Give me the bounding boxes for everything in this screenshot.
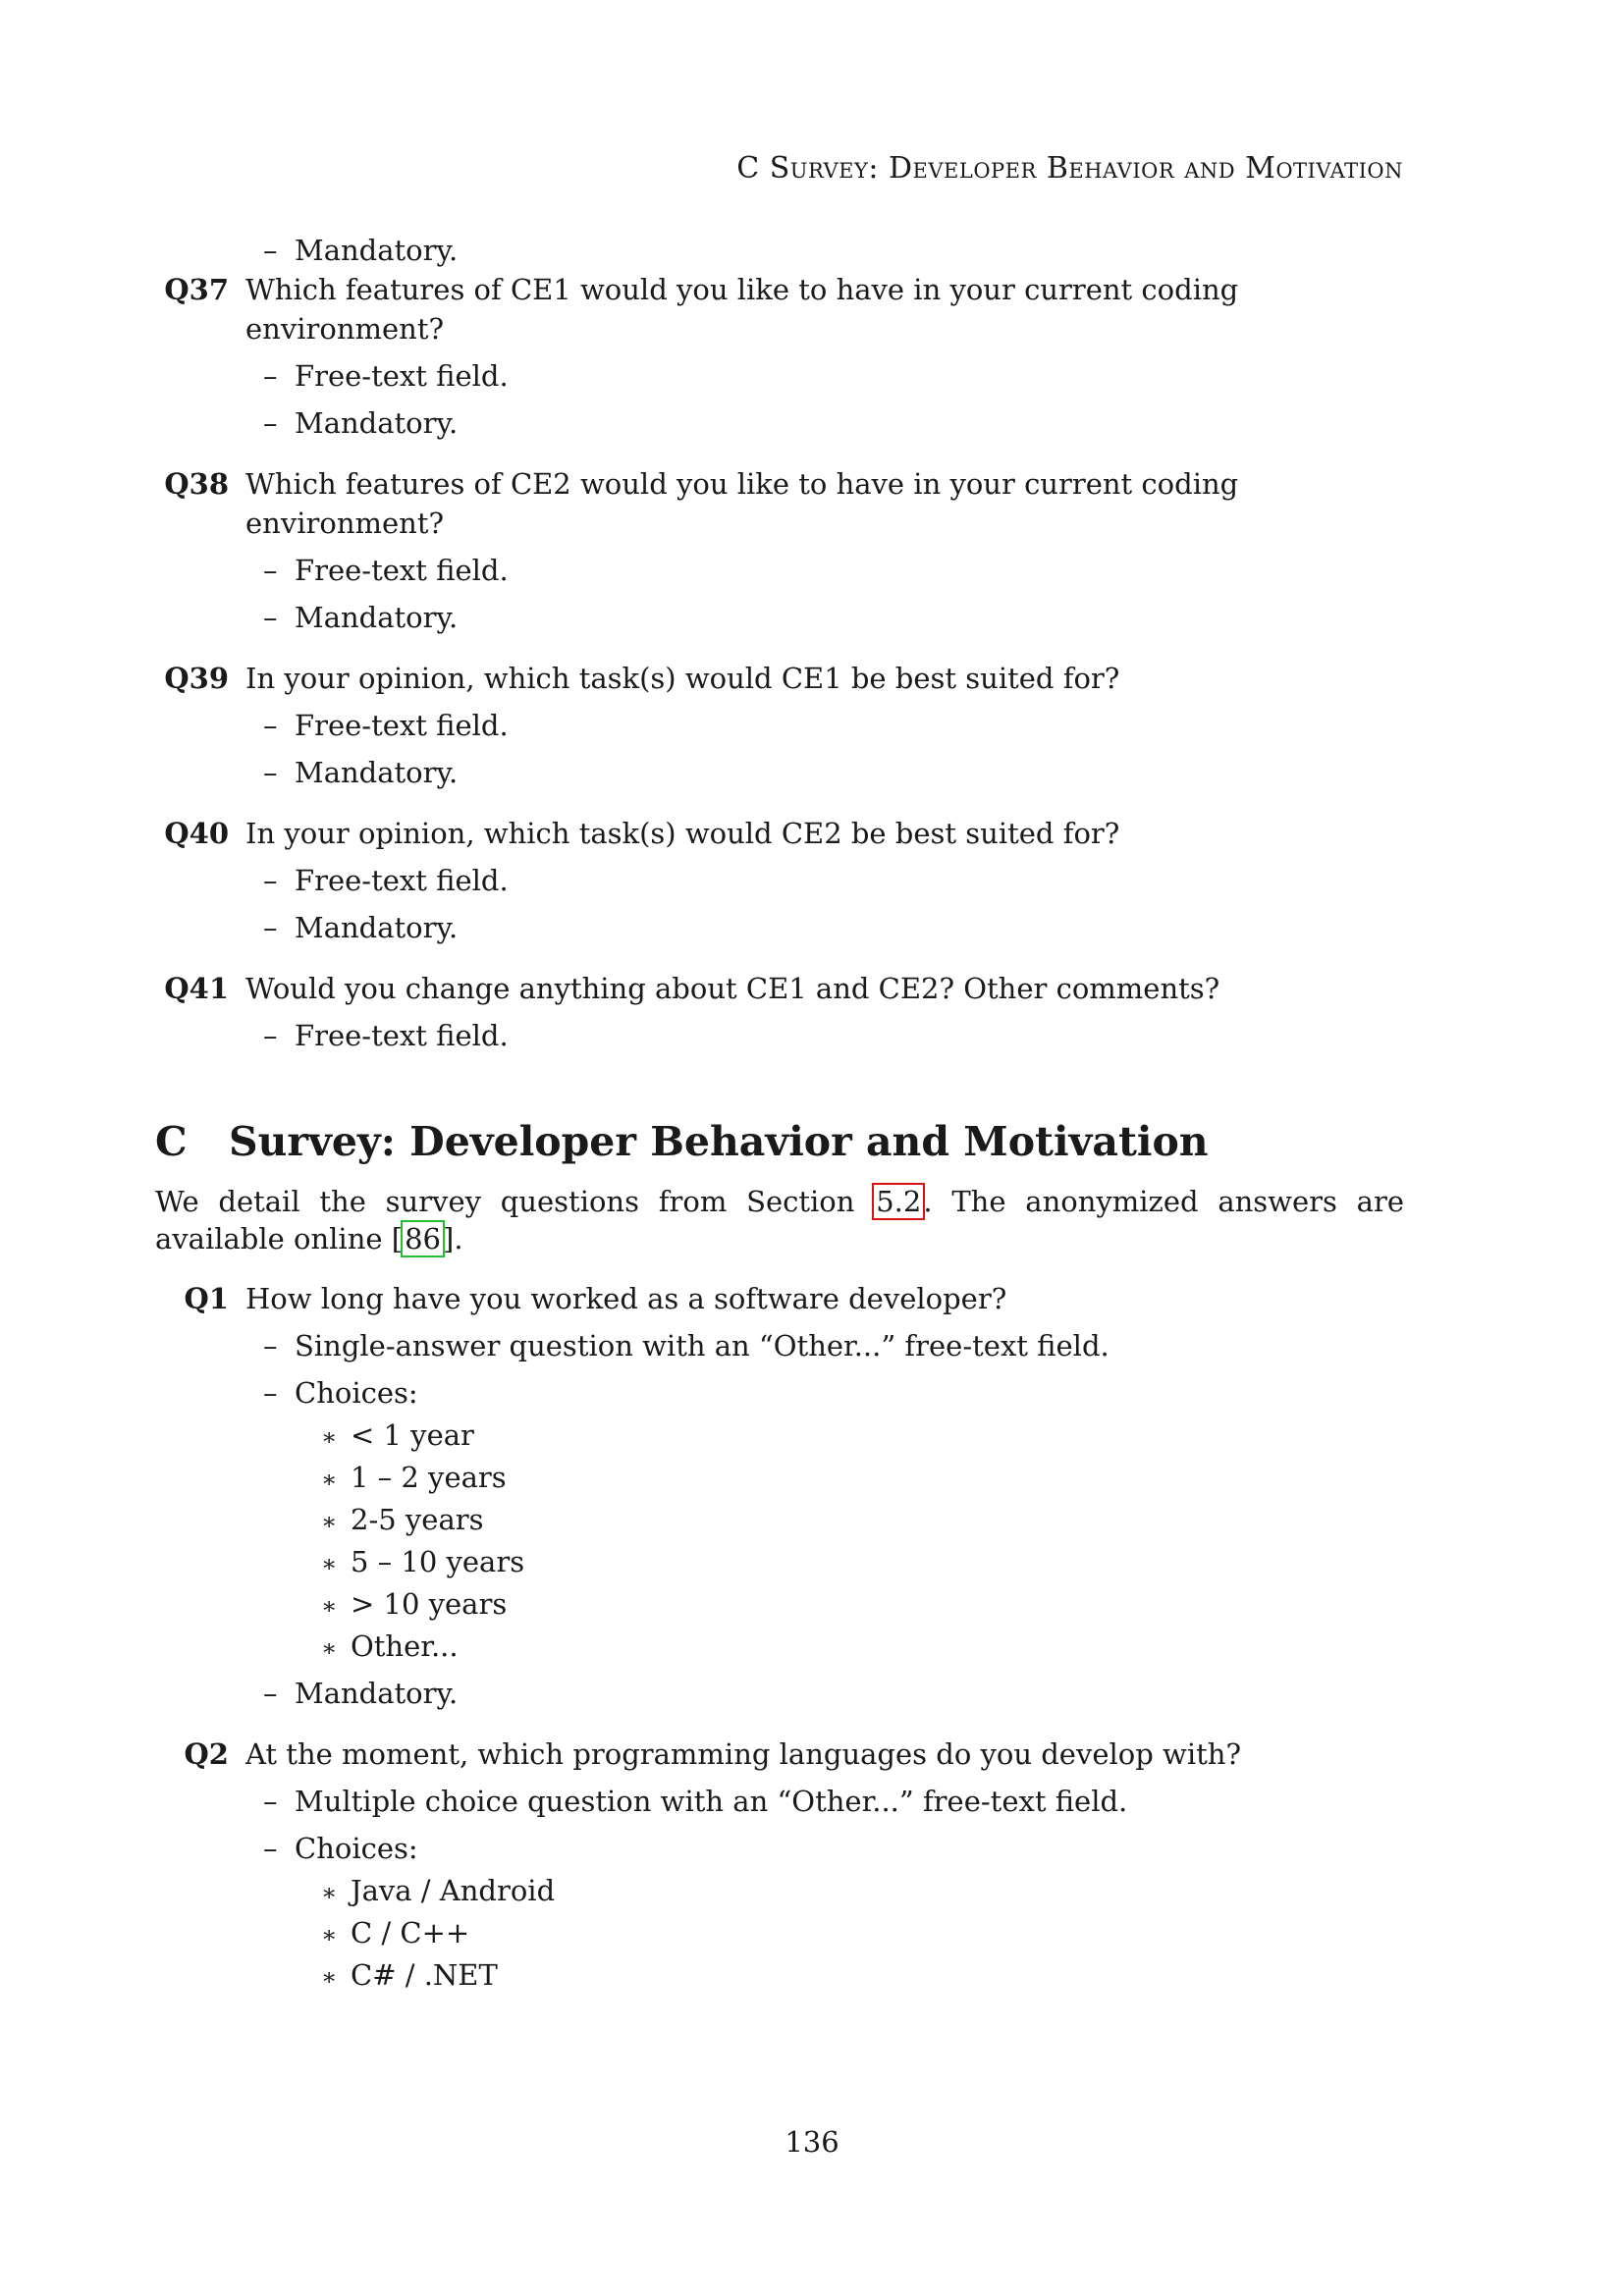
- question-number: Q38: [164, 467, 229, 501]
- list-item: – Mandatory.: [263, 403, 1404, 443]
- list-item: – Mandatory.: [263, 231, 1404, 270]
- choice-item: ∗ 5 – 10 years: [321, 1542, 1404, 1581]
- question-number: Q41: [164, 972, 229, 1005]
- question-details: [155, 1782, 1404, 1995]
- question-q1: [155, 1279, 1404, 1713]
- question-details: [155, 1326, 1404, 1713]
- question-q38: [155, 464, 1404, 637]
- question-details: [155, 356, 1404, 443]
- question-q39: [155, 659, 1404, 792]
- question-number: Q1: [184, 1282, 229, 1315]
- list-item: – Free-text field.: [263, 706, 1404, 745]
- choice-item: ∗ C / C++: [321, 1913, 1404, 1952]
- question-number: Q2: [184, 1737, 229, 1771]
- question-text: At the moment, which programming languages do you develop with?: [245, 1737, 1241, 1771]
- intro-text: . The anonymized answers are available online: [155, 1185, 1404, 1255]
- list-item: – Multiple choice question with an “Other...” free-text field.: [263, 1782, 1404, 1821]
- list-item: [263, 1373, 1404, 1666]
- question-q37: [155, 270, 1404, 443]
- section-intro: We detail the survey questions from Section 5.2. The anonymized answers are available online [86].: [155, 1185, 1404, 1255]
- question-q2: [155, 1735, 1404, 1995]
- choices-list: [295, 1871, 1404, 1995]
- list-item: – Mandatory.: [263, 753, 1404, 792]
- question-text: Which features of CE2 would you like to have in your current coding environment?: [245, 467, 1239, 540]
- choices-label: Choices:: [295, 1832, 418, 1865]
- question-details: [155, 706, 1404, 792]
- list-item: – Mandatory.: [263, 1674, 1404, 1713]
- question-details: [155, 1016, 1404, 1055]
- question-text: In your opinion, which task(s) would CE1 be best suited for?: [245, 662, 1120, 695]
- choice-item: ∗ > 10 years: [321, 1584, 1404, 1624]
- section-title: Survey: Developer Behavior and Motivation: [229, 1118, 1209, 1165]
- question-q41: [155, 969, 1404, 1055]
- list-item: – Mandatory.: [263, 908, 1404, 947]
- question-text: Would you change anything about CE1 and CE2? Other comments?: [245, 972, 1220, 1005]
- list-item: – Free-text field.: [263, 861, 1404, 900]
- section-heading: [155, 1118, 1404, 1165]
- list-item: – Free-text field.: [263, 356, 1404, 396]
- choices-label: Choices:: [295, 1376, 418, 1410]
- intro-text: We detail the survey questions from Section: [155, 1185, 875, 1218]
- question-text: How long have you worked as a software developer?: [245, 1282, 1007, 1315]
- choice-item: ∗ Other...: [321, 1627, 1404, 1666]
- question-details: [155, 861, 1404, 947]
- list-item: – Single-answer question with an “Other...” free-text field.: [263, 1326, 1404, 1365]
- section-reference-link[interactable]: 5.2: [876, 1185, 922, 1218]
- choice-item: ∗ 2-5 years: [321, 1500, 1404, 1539]
- question-number: Q40: [164, 817, 229, 850]
- section-number: C: [155, 1118, 188, 1165]
- choice-item: ∗ C# / .NET: [321, 1955, 1404, 1995]
- page-content: [155, 231, 1404, 1995]
- page-number: 136: [785, 2125, 839, 2159]
- running-header: C Survey: Developer Behavior and Motivation: [736, 151, 1403, 186]
- question-number: Q39: [164, 662, 229, 695]
- continued-item-list: [155, 231, 1404, 270]
- list-item: [263, 1829, 1404, 1995]
- choice-item: ∗ Java / Android: [321, 1871, 1404, 1910]
- choice-item: ∗ 1 – 2 years: [321, 1458, 1404, 1497]
- choice-item: ∗ < 1 year: [321, 1415, 1404, 1455]
- question-text: In your opinion, which task(s) would CE2 be best suited for?: [245, 817, 1120, 850]
- question-details: [155, 551, 1404, 637]
- choices-list: [295, 1415, 1404, 1666]
- question-number: Q37: [164, 273, 229, 306]
- list-item: – Free-text field.: [263, 1016, 1404, 1055]
- list-item: – Free-text field.: [263, 551, 1404, 590]
- citation-link[interactable]: 86: [405, 1222, 441, 1255]
- list-item: – Mandatory.: [263, 598, 1404, 637]
- question-q40: [155, 814, 1404, 947]
- intro-text: .: [454, 1222, 463, 1255]
- question-text: Which features of CE1 would you like to have in your current coding environment?: [245, 273, 1239, 346]
